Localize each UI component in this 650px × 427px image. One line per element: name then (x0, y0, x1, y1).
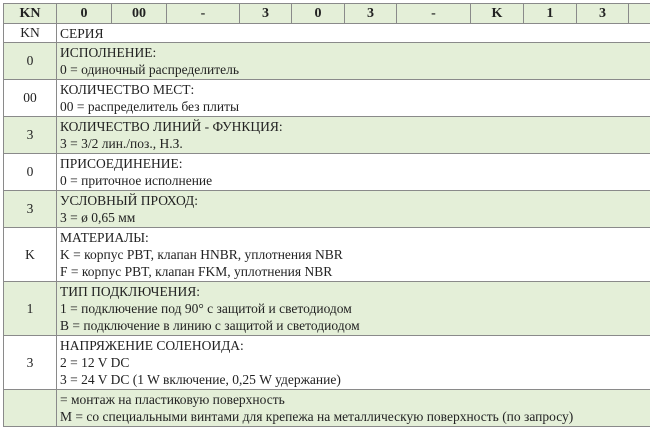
option-row (4, 80, 650, 117)
option-description (57, 191, 650, 228)
code-header-cell: KN (4, 4, 57, 24)
option-title: УСЛОВНЫЙ ПРОХОД: (60, 192, 650, 209)
option-row (4, 117, 650, 154)
option-description (57, 117, 650, 154)
option-row (4, 191, 650, 228)
option-line: = монтаж на пластиковую поверхность (60, 391, 650, 408)
ordering-code-table (3, 3, 650, 427)
option-description (57, 43, 650, 80)
series-code: KN (4, 24, 57, 43)
code-header-cell: 0 (292, 4, 345, 24)
option-row (4, 43, 650, 80)
option-line: K = корпус PBT, клапан HNBR, уплотнения NBR (60, 246, 650, 263)
option-code: K (4, 228, 57, 282)
option-line: 2 = 12 V DC (60, 354, 650, 371)
code-header-cell (629, 4, 650, 24)
option-description (57, 228, 650, 282)
option-code: 3 (4, 191, 57, 228)
option-title: ТИП ПОДКЛЮЧЕНИЯ: (60, 283, 650, 300)
option-title: ИСПОЛНЕНИЕ: (60, 44, 650, 61)
option-row (4, 154, 650, 191)
code-header-cell: 00 (112, 4, 167, 24)
code-header-cell: 3 (577, 4, 629, 24)
option-row (4, 336, 650, 390)
option-line: 0 = одиночный распределитель (60, 61, 650, 78)
code-header-cell: 3 (345, 4, 397, 24)
series-row (4, 24, 650, 43)
option-line: 3 = ø 0,65 мм (60, 209, 650, 226)
ordering-code-table-container (3, 3, 646, 427)
option-line: B = подключение в линию с защитой и светодиодом (60, 317, 650, 334)
option-code: 00 (4, 80, 57, 117)
option-title: КОЛИЧЕСТВО МЕСТ: (60, 81, 650, 98)
option-title: ПРИСОЕДИНЕНИЕ: (60, 155, 650, 172)
code-header-cell: - (167, 4, 240, 24)
option-line: 00 = распределитель без плиты (60, 98, 650, 115)
option-row (4, 390, 650, 427)
code-header-row (4, 4, 650, 24)
option-line: M = со специальными винтами для крепежа на металлическую поверхность (по запросу) (60, 408, 650, 425)
series-label: СЕРИЯ (57, 24, 650, 43)
option-code: 3 (4, 117, 57, 154)
option-code: 3 (4, 336, 57, 390)
option-line: 1 = подключение под 90° с защитой и светодиодом (60, 300, 650, 317)
option-description (57, 154, 650, 191)
option-description (57, 336, 650, 390)
code-header-cell: 3 (240, 4, 292, 24)
option-code: 1 (4, 282, 57, 336)
option-description (57, 80, 650, 117)
code-header-cell: - (397, 4, 471, 24)
option-code: 0 (4, 154, 57, 191)
option-description (57, 282, 650, 336)
option-row (4, 282, 650, 336)
option-description (57, 390, 650, 427)
option-title: КОЛИЧЕСТВО ЛИНИЙ - ФУНКЦИЯ: (60, 118, 650, 135)
option-line: 3 = 3/2 лин./поз., Н.З. (60, 135, 650, 152)
code-header-cell: K (471, 4, 524, 24)
code-header-cell: 0 (57, 4, 112, 24)
option-line: 0 = приточное исполнение (60, 172, 650, 189)
option-title: МАТЕРИАЛЫ: (60, 229, 650, 246)
option-line: 3 = 24 V DC (1 W включение, 0,25 W удержание) (60, 371, 650, 388)
option-row (4, 228, 650, 282)
option-code: 0 (4, 43, 57, 80)
code-header-cell: 1 (524, 4, 577, 24)
option-code (4, 390, 57, 427)
option-line: F = корпус PBT, клапан FKM, уплотнения NBR (60, 263, 650, 280)
option-title: НАПРЯЖЕНИЕ СОЛЕНОИДА: (60, 337, 650, 354)
